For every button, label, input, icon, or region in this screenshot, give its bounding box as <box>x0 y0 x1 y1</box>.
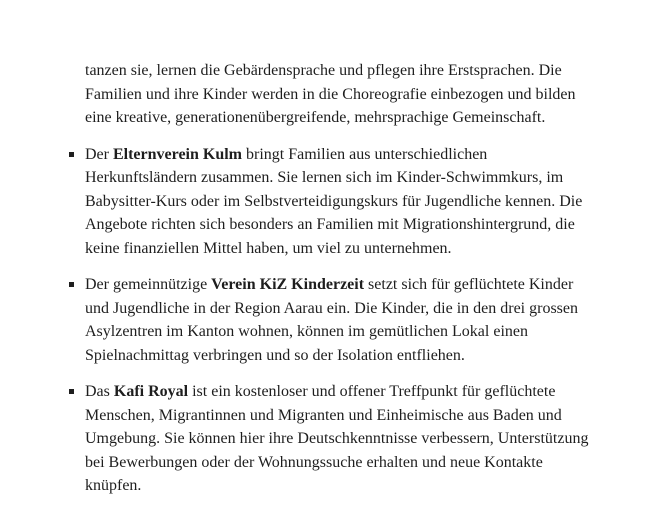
text-segment: bringt Familien aus unterschiedlichen Herkunftsländern zusammen. Sie lernen sich im Kinder-Schwimmkurs, im Babysitter-Kurs oder im Selbstverteidigungskurs für Jugendliche kennen. Die Angebote richten sich besonders an Familien mit Migrationshintergrund, die keine finanziellen Mittel haben, um viel zu unternehmen. <box>85 145 583 257</box>
list-item <box>85 380 601 498</box>
square-bullet-icon <box>69 389 74 394</box>
organization-name: Elternverein Kulm <box>112 145 243 163</box>
text-segment: setzt sich für geflüchtete Kinder und Jugendliche in der Region Aarau ein. Die Kinder, die in den drei grossen Asylzentren im Kanton wohnen, können im gemütlichen Lokal einen Spielnachmittag verbringen und so der Isolation entfliehen. <box>85 276 579 364</box>
text-segment: Das <box>85 383 114 400</box>
list-item <box>85 273 601 367</box>
text-segment: Der <box>85 145 113 163</box>
bullet-list <box>85 143 601 498</box>
square-bullet-icon <box>69 152 74 157</box>
square-bullet-icon <box>69 282 74 287</box>
text-segment: tanzen sie, lernen die Gebärdensprache und pflegen ihre Erstsprachen. Die Familien und ihre Kinder werden in die Choreografie einbezogen und bilden eine kreative, generationenübergreifende, mehrsprachige Gemeinschaft. <box>85 62 576 126</box>
list-item-text <box>85 383 588 494</box>
text-segment: ist ein kostenloser und offener Treffpunkt für geflüchtete Menschen, Migrantinnen und Migranten und Einheimische aus Baden und Umgebung. Sie können hier ihre Deutschkenntnisse verbessern, Unterstützung bei Bewerbungen oder der Wohnungssuche erhalten und neue Kontakte knüpfen. <box>85 383 589 494</box>
organization-name: Kafi Royal <box>113 383 189 400</box>
text-segment: Der gemeinnützige <box>85 276 212 293</box>
organization-name: Verein KiZ Kinderzeit <box>211 276 365 293</box>
list-item-text <box>85 276 578 364</box>
list-item-text <box>85 146 582 257</box>
list-item <box>85 143 601 261</box>
intro-paragraph <box>85 59 601 130</box>
